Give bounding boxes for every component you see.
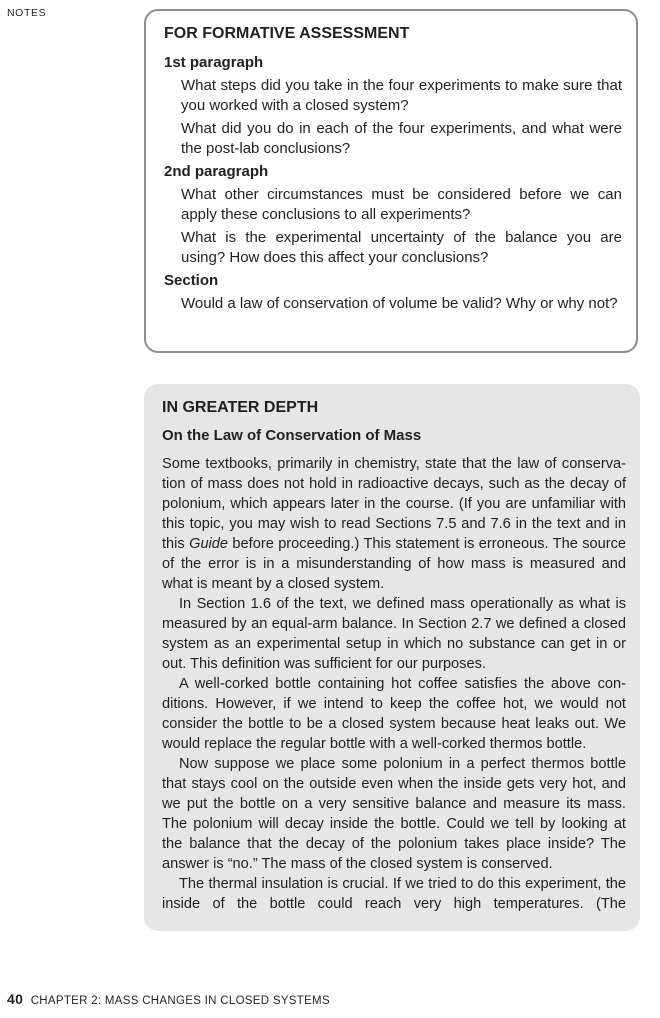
- group-heading: 2nd paragraph: [164, 163, 269, 180]
- formative-assessment-box: [144, 9, 638, 353]
- question: What steps did you take in the four experiments to make sure that you worked with a closed system?: [181, 77, 622, 114]
- in-greater-depth-title: IN GREATER DEPTH: [162, 399, 319, 416]
- question: What did you do in each of the four experiments, and what were the post-lab conclusions?: [181, 120, 622, 157]
- chapter-title: CHAPTER 2: MASS CHANGES IN CLOSED SYSTEMS: [30, 995, 330, 1007]
- group-heading: 1st paragraph: [164, 54, 264, 71]
- body-paragraph: In Section 1.6 of the text, we defined mass operationally as what is measured by an equal-arm balance. In Section 2.7 we defined a closed system as an experimental setup in which no substance can get in or out. This definition was sufficient for our purposes.: [162, 596, 626, 672]
- in-greater-depth-box: [144, 384, 640, 931]
- paragraph-text: Some textbooks, primarily in chemistry, state that the law of conservation of mass does not hold in radioactive decays, such as the decay of polonium, which appears later in the course. (If you are unfamiliar with this topic, you may wish to read Sections 7.5 and 7.6 in the text and in this: [162, 456, 626, 552]
- page-number: 40: [7, 991, 24, 1007]
- group-heading: Section: [164, 272, 219, 289]
- question-group: [164, 53, 622, 159]
- body-paragraph: [162, 454, 626, 594]
- question-group: [164, 271, 622, 314]
- guide-italic-text: Guide: [189, 536, 229, 552]
- question: What other circumstances must be considered before we can apply these conclusions to all experiments?: [181, 186, 622, 223]
- notes-margin-label: NOTES: [7, 7, 47, 19]
- formative-assessment-title: FOR FORMATIVE ASSESSMENT: [164, 25, 410, 42]
- body-paragraph: Now suppose we place some polonium in a perfect thermos bottle that stays cool on the outside even when the inside gets very hot, and we put the bottle on a very sensitive balance and measure its mass. The polonium will decay inside the bottle. Could we tell by looking at the balance that the decay of the polonium takes place inside? The answer is “no.” The mass of the closed system is conserved.: [162, 756, 626, 872]
- page-footer: [7, 991, 330, 1007]
- question: Would a law of conservation of volume be valid? Why or why not?: [181, 295, 618, 312]
- paragraph-text: before proceeding.) This statement is erroneous. The source of the error is in a misunderstanding of how mass is measured and what is meant by a closed system.: [162, 536, 626, 592]
- question: What is the experimental uncertainty of the balance you are using? How does this affect your conclusions?: [181, 229, 622, 266]
- question-group: [164, 162, 622, 268]
- body-paragraph: The thermal insulation is crucial. If we tried to do this experiment, the inside of the bottle could reach very high temperatures. (The: [162, 876, 626, 912]
- body-paragraph: A well-corked bottle containing hot coffee satisfies the above conditions. However, if we intend to keep the coffee hot, we would not consider the bottle to be a closed system because heat leaks out. We would replace the regular bottle with a well-corked thermos bottle.: [162, 676, 626, 752]
- in-greater-depth-subtitle: On the Law of Conservation of Mass: [162, 427, 422, 444]
